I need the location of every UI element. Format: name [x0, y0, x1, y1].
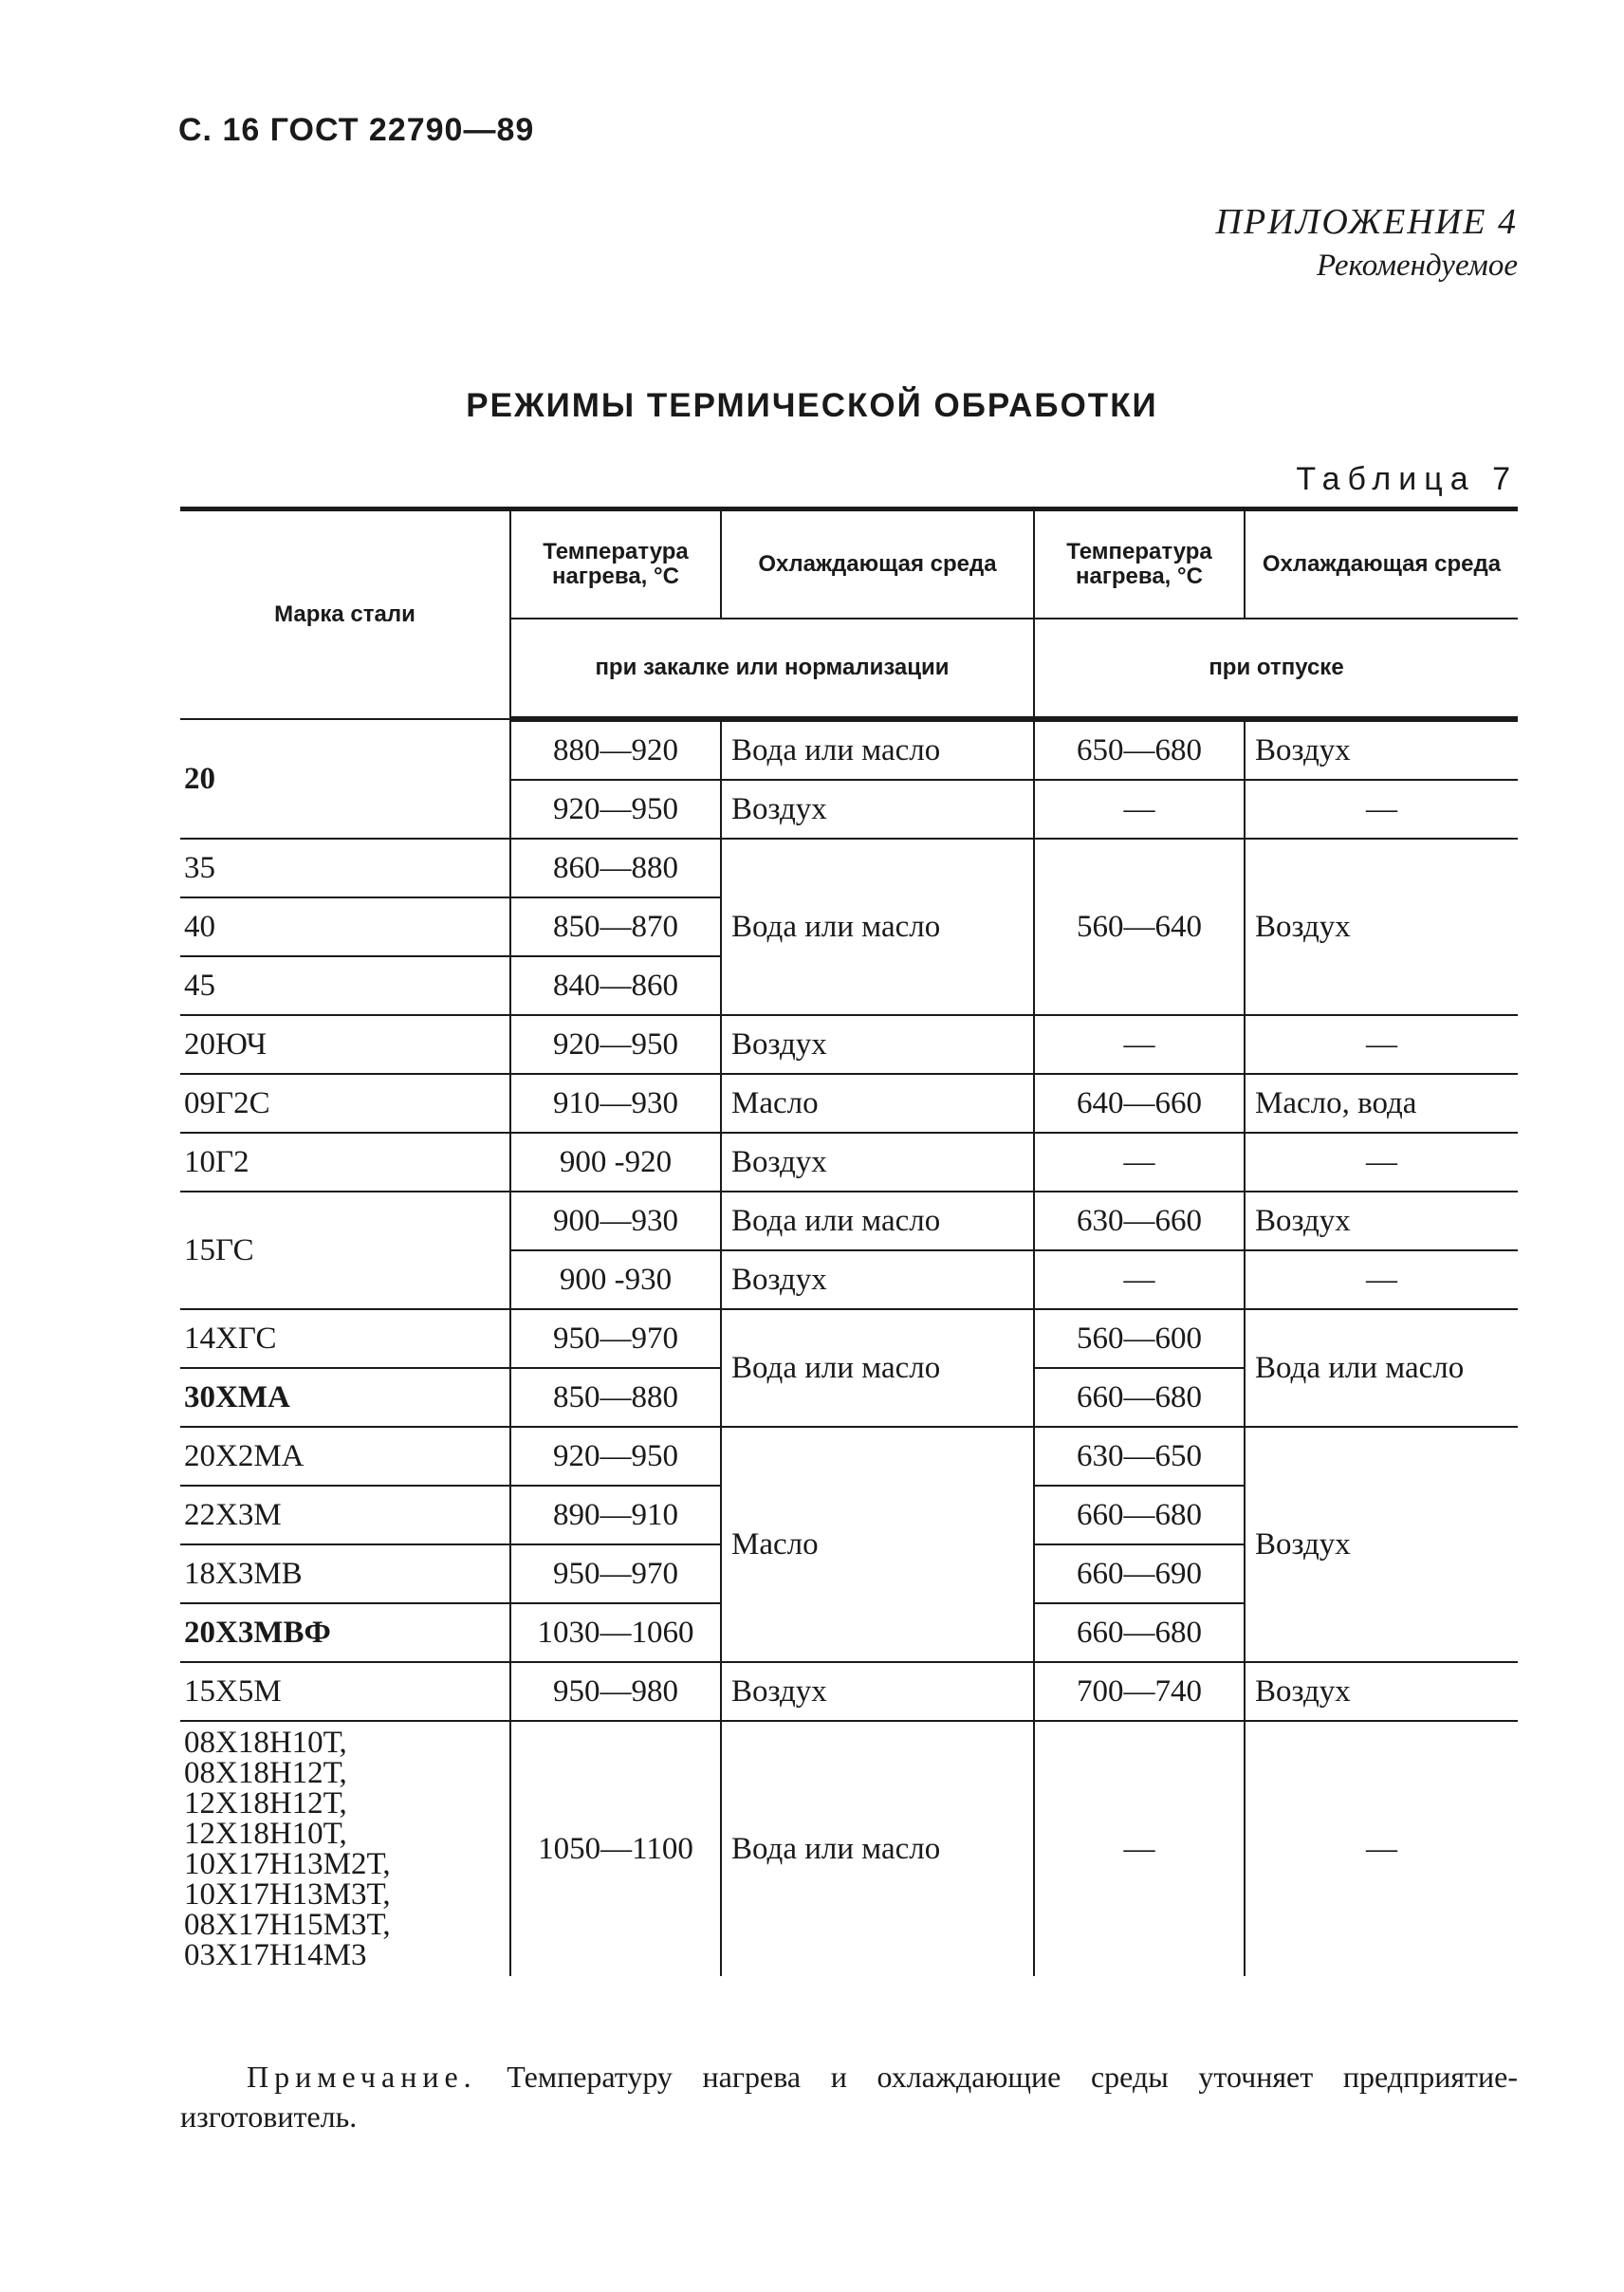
header-quench-temp: Температура нагрева, °С — [510, 509, 721, 619]
cell-temper-temp: 660—680 — [1034, 1486, 1245, 1544]
cell-quench-medium: Воздух — [721, 1015, 1034, 1074]
cell-grade: 09Г2С — [180, 1074, 510, 1133]
cell-temper-medium: — — [1245, 1133, 1518, 1192]
grade-line: 10Х17Н13М2Т, — [184, 1847, 391, 1881]
cell-grade: 20Х3МВФ — [180, 1603, 510, 1662]
appendix-title: ПРИЛОЖЕНИЕ 4 — [1215, 202, 1518, 242]
header-temper-medium: Охлаждающая среда — [1245, 509, 1518, 619]
table-row — [180, 1721, 1518, 1976]
cell-quench-temp: 850—880 — [510, 1368, 721, 1427]
cell-temper-temp: — — [1034, 1250, 1245, 1309]
table-label: Таблица 7 — [1296, 461, 1518, 497]
header-steel-grade: Марка стали — [180, 509, 510, 720]
cell-temper-temp: 630—650 — [1034, 1427, 1245, 1486]
cell-temper-temp: — — [1034, 1721, 1245, 1976]
cell-grade: 15ГС — [180, 1192, 510, 1309]
table-row — [180, 1662, 1518, 1721]
cell-grade: 22Х3М — [180, 1486, 510, 1544]
cell-quench-temp: 900—930 — [510, 1192, 721, 1250]
cell-temper-temp: — — [1034, 1133, 1245, 1192]
header-temper-group: при отпуске — [1034, 619, 1518, 719]
cell-temper-temp: 660—690 — [1034, 1544, 1245, 1603]
cell-quench-temp: 920—950 — [510, 1427, 721, 1486]
table-row — [180, 1133, 1518, 1192]
cell-quench-temp: 850—870 — [510, 897, 721, 956]
cell-temper-medium: — — [1245, 1250, 1518, 1309]
cell-temper-temp: 650—680 — [1034, 719, 1245, 780]
cell-quench-medium: Вода или масло — [721, 719, 1034, 780]
cell-temper-temp: 560—640 — [1034, 839, 1245, 1015]
cell-grade: 15Х5М — [180, 1662, 510, 1721]
cell-quench-temp: 920—950 — [510, 780, 721, 839]
cell-grade: 20ЮЧ — [180, 1015, 510, 1074]
cell-temper-medium: — — [1245, 780, 1518, 839]
cell-quench-temp: 950—980 — [510, 1662, 721, 1721]
cell-temper-medium: Воздух — [1245, 839, 1518, 1015]
table-row — [180, 719, 1518, 780]
cell-grade: 40 — [180, 897, 510, 956]
cell-temper-medium: Масло, вода — [1245, 1074, 1518, 1133]
cell-grade: 45 — [180, 956, 510, 1015]
cell-grade-list — [180, 1721, 510, 1976]
cell-quench-temp: 950—970 — [510, 1544, 721, 1603]
grade-line: 08Х18Н12Т, — [184, 1756, 347, 1790]
header-temper-temp: Температура нагрева, °С — [1034, 509, 1245, 619]
cell-temper-temp: 660—680 — [1034, 1368, 1245, 1427]
cell-temper-medium: Воздух — [1245, 719, 1518, 780]
grade-line: 08Х17Н15М3Т, — [184, 1908, 391, 1942]
header-quench-medium: Охлаждающая среда — [721, 509, 1034, 619]
note-text: Температуру нагрева и охлаждающие среды уточняет предприятие-изготовитель. — [180, 2060, 1519, 2134]
cell-quench-medium: Воздух — [721, 1250, 1034, 1309]
cell-quench-temp: 900 -920 — [510, 1133, 721, 1192]
cell-quench-temp: 890—910 — [510, 1486, 721, 1544]
cell-temper-temp: 560—600 — [1034, 1309, 1245, 1368]
cell-grade: 10Г2 — [180, 1133, 510, 1192]
appendix-block — [1216, 201, 1518, 284]
appendix-subtitle: Рекомендуемое — [1316, 249, 1518, 283]
cell-quench-medium: Вода или масло — [721, 839, 1034, 1015]
grade-line: 03Х17Н14М3 — [184, 1938, 367, 1972]
grade-line: 12Х18Н10Т, — [184, 1817, 347, 1851]
cell-temper-medium: Воздух — [1245, 1427, 1518, 1662]
cell-temper-medium: Воздух — [1245, 1192, 1518, 1250]
cell-quench-medium: Вода или масло — [721, 1309, 1034, 1427]
cell-grade: 20 — [180, 719, 510, 839]
cell-temper-medium: Вода или масло — [1245, 1309, 1518, 1427]
cell-grade: 20Х2МА — [180, 1427, 510, 1486]
cell-grade: 14ХГС — [180, 1309, 510, 1368]
cell-temper-temp: 630—660 — [1034, 1192, 1245, 1250]
table-row — [180, 1427, 1518, 1486]
cell-quench-temp: 920—950 — [510, 1015, 721, 1074]
page-header: С. 16 ГОСТ 22790—89 — [178, 112, 535, 148]
cell-temper-temp: 640—660 — [1034, 1074, 1245, 1133]
table-note — [180, 2057, 1518, 2136]
cell-temper-temp: — — [1034, 1015, 1245, 1074]
table-row — [180, 1309, 1518, 1368]
cell-temper-medium: — — [1245, 1015, 1518, 1074]
cell-quench-temp: 1030—1060 — [510, 1603, 721, 1662]
cell-temper-temp: 700—740 — [1034, 1662, 1245, 1721]
cell-quench-medium: Воздух — [721, 780, 1034, 839]
table-row — [180, 1015, 1518, 1074]
cell-grade: 30ХМА — [180, 1368, 510, 1427]
cell-quench-medium: Масло — [721, 1074, 1034, 1133]
cell-quench-medium: Вода или масло — [721, 1192, 1034, 1250]
cell-grade: 18Х3МВ — [180, 1544, 510, 1603]
cell-grade: 35 — [180, 839, 510, 897]
heat-treatment-table — [180, 507, 1518, 1976]
header-quench-group: при закалке или нормализации — [510, 619, 1034, 719]
cell-temper-temp: — — [1034, 780, 1245, 839]
cell-quench-temp: 910—930 — [510, 1074, 721, 1133]
note-label: Примечание. — [247, 2060, 477, 2094]
grade-line: 10Х17Н13М3Т, — [184, 1877, 391, 1912]
cell-quench-temp: 860—880 — [510, 839, 721, 897]
cell-quench-temp: 880—920 — [510, 719, 721, 780]
document-title: РЕЖИМЫ ТЕРМИЧЕСКОЙ ОБРАБОТКИ — [466, 387, 1158, 424]
cell-quench-temp: 1050—1100 — [510, 1721, 721, 1976]
grade-line: 12Х18Н12Т, — [184, 1786, 347, 1821]
cell-temper-medium: — — [1245, 1721, 1518, 1976]
cell-quench-temp: 900 -930 — [510, 1250, 721, 1309]
cell-quench-temp: 840—860 — [510, 956, 721, 1015]
cell-quench-medium: Масло — [721, 1427, 1034, 1662]
cell-quench-medium: Вода или масло — [721, 1721, 1034, 1976]
table-row — [180, 1074, 1518, 1133]
table-row — [180, 1192, 1518, 1250]
table-row — [180, 839, 1518, 897]
cell-temper-medium: Воздух — [1245, 1662, 1518, 1721]
cell-quench-temp: 950—970 — [510, 1309, 721, 1368]
cell-quench-medium: Воздух — [721, 1662, 1034, 1721]
cell-temper-temp: 660—680 — [1034, 1603, 1245, 1662]
grade-line: 08Х18Н10Т, — [184, 1726, 347, 1760]
cell-quench-medium: Воздух — [721, 1133, 1034, 1192]
